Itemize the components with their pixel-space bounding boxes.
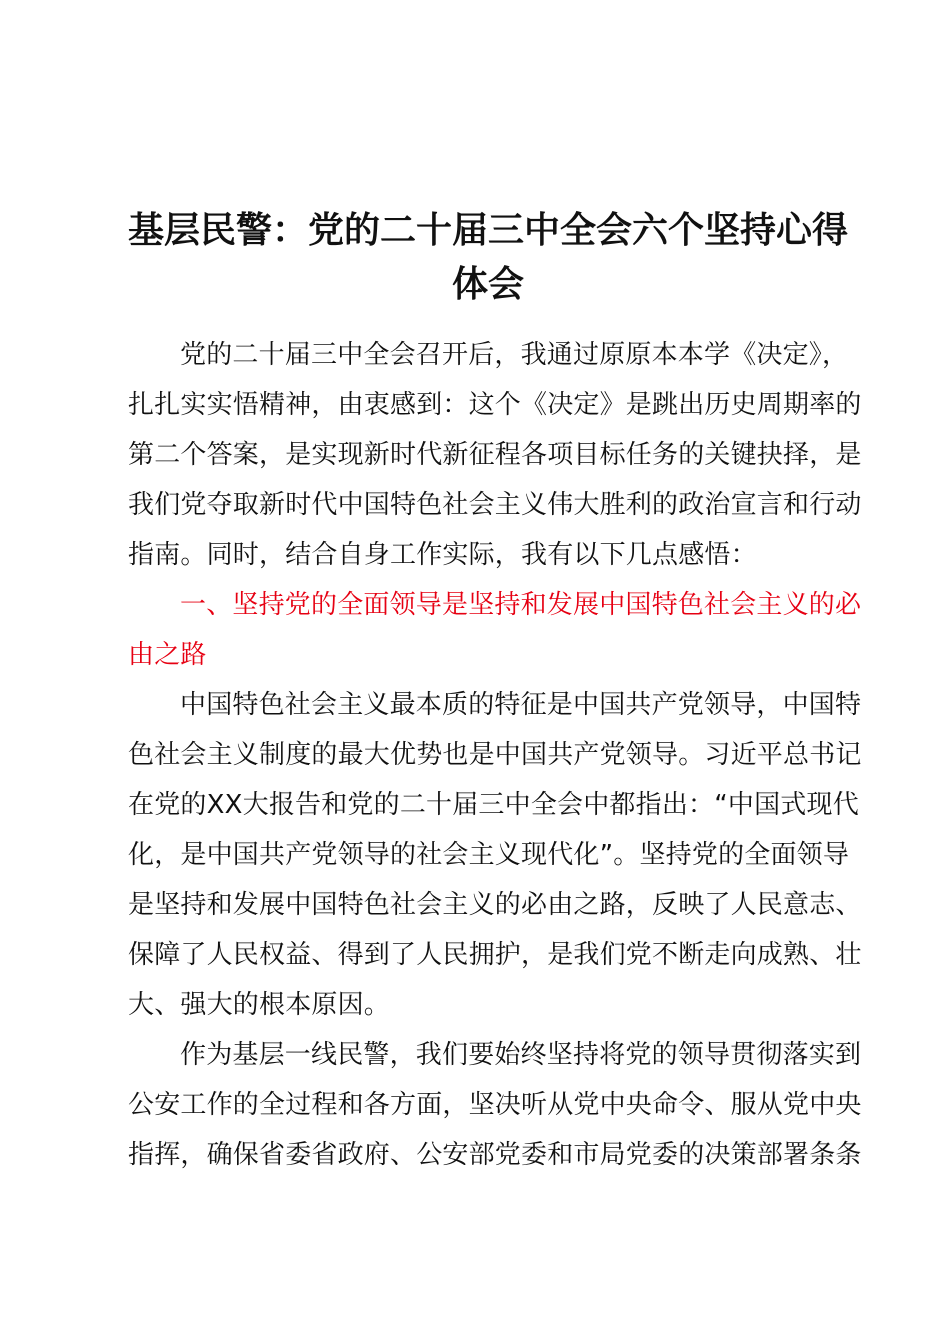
paragraph-2-line-3: 在党的XX大报告和党的二十届三中全会中都指出：“中国式现代: [128, 790, 859, 820]
paragraph-2-line-1: 中国特色社会主义最本质的特征是中国共产党领导，中国特: [180, 690, 862, 720]
document-title: 基层民警：党的二十届三中全会六个坚持心得体会: [128, 210, 849, 305]
paragraph-2-line-4: 化，是中国共产党领导的社会主义现代化”。坚持党的全面领导: [128, 840, 850, 870]
paragraph-1-line-3: 第二个答案，是实现新时代新征程各项目标任务的关键抉择，是: [128, 440, 862, 470]
paragraph-2-line-7: 大、强大的根本原因。: [128, 990, 391, 1020]
paragraph-2-line-6: 保障了人民权益、得到了人民拥护，是我们党不断走向成熟、壮: [128, 940, 862, 970]
paragraph-1-line-5: 指南。同时，结合自身工作实际，我有以下几点感悟：: [128, 540, 757, 570]
section-heading-line-1: 一、坚持党的全面领导是坚持和发展中国特色社会主义的必: [180, 590, 862, 620]
paragraph-3-line-3: 指挥，确保省委省政府、公安部党委和市局党委的决策部署条条: [128, 1140, 862, 1170]
paragraph-1-line-4: 我们党夺取新时代中国特色社会主义伟大胜利的政治宣言和行动: [128, 490, 862, 520]
paragraph-2-line-2: 色社会主义制度的最大优势也是中国共产党领导。习近平总书记: [128, 740, 862, 770]
paragraph-1-line-2: 扎扎实实悟精神，由衷感到：这个《决定》是跳出历史周期率的: [128, 390, 862, 420]
paragraph-2-line-5: 是坚持和发展中国特色社会主义的必由之路，反映了人民意志、: [128, 890, 862, 920]
paragraph-3-line-2: 公安工作的全过程和各方面，坚决听从党中央命令、服从党中央: [128, 1090, 862, 1120]
section-heading-line-2: 由之路: [128, 640, 207, 670]
paragraph-1-line-1: 党的二十届三中全会召开后，我通过原原本本学《决定》，: [180, 340, 849, 370]
paragraph-3-line-1: 作为基层一线民警，我们要始终坚持将党的领导贯彻落实到: [180, 1040, 862, 1070]
